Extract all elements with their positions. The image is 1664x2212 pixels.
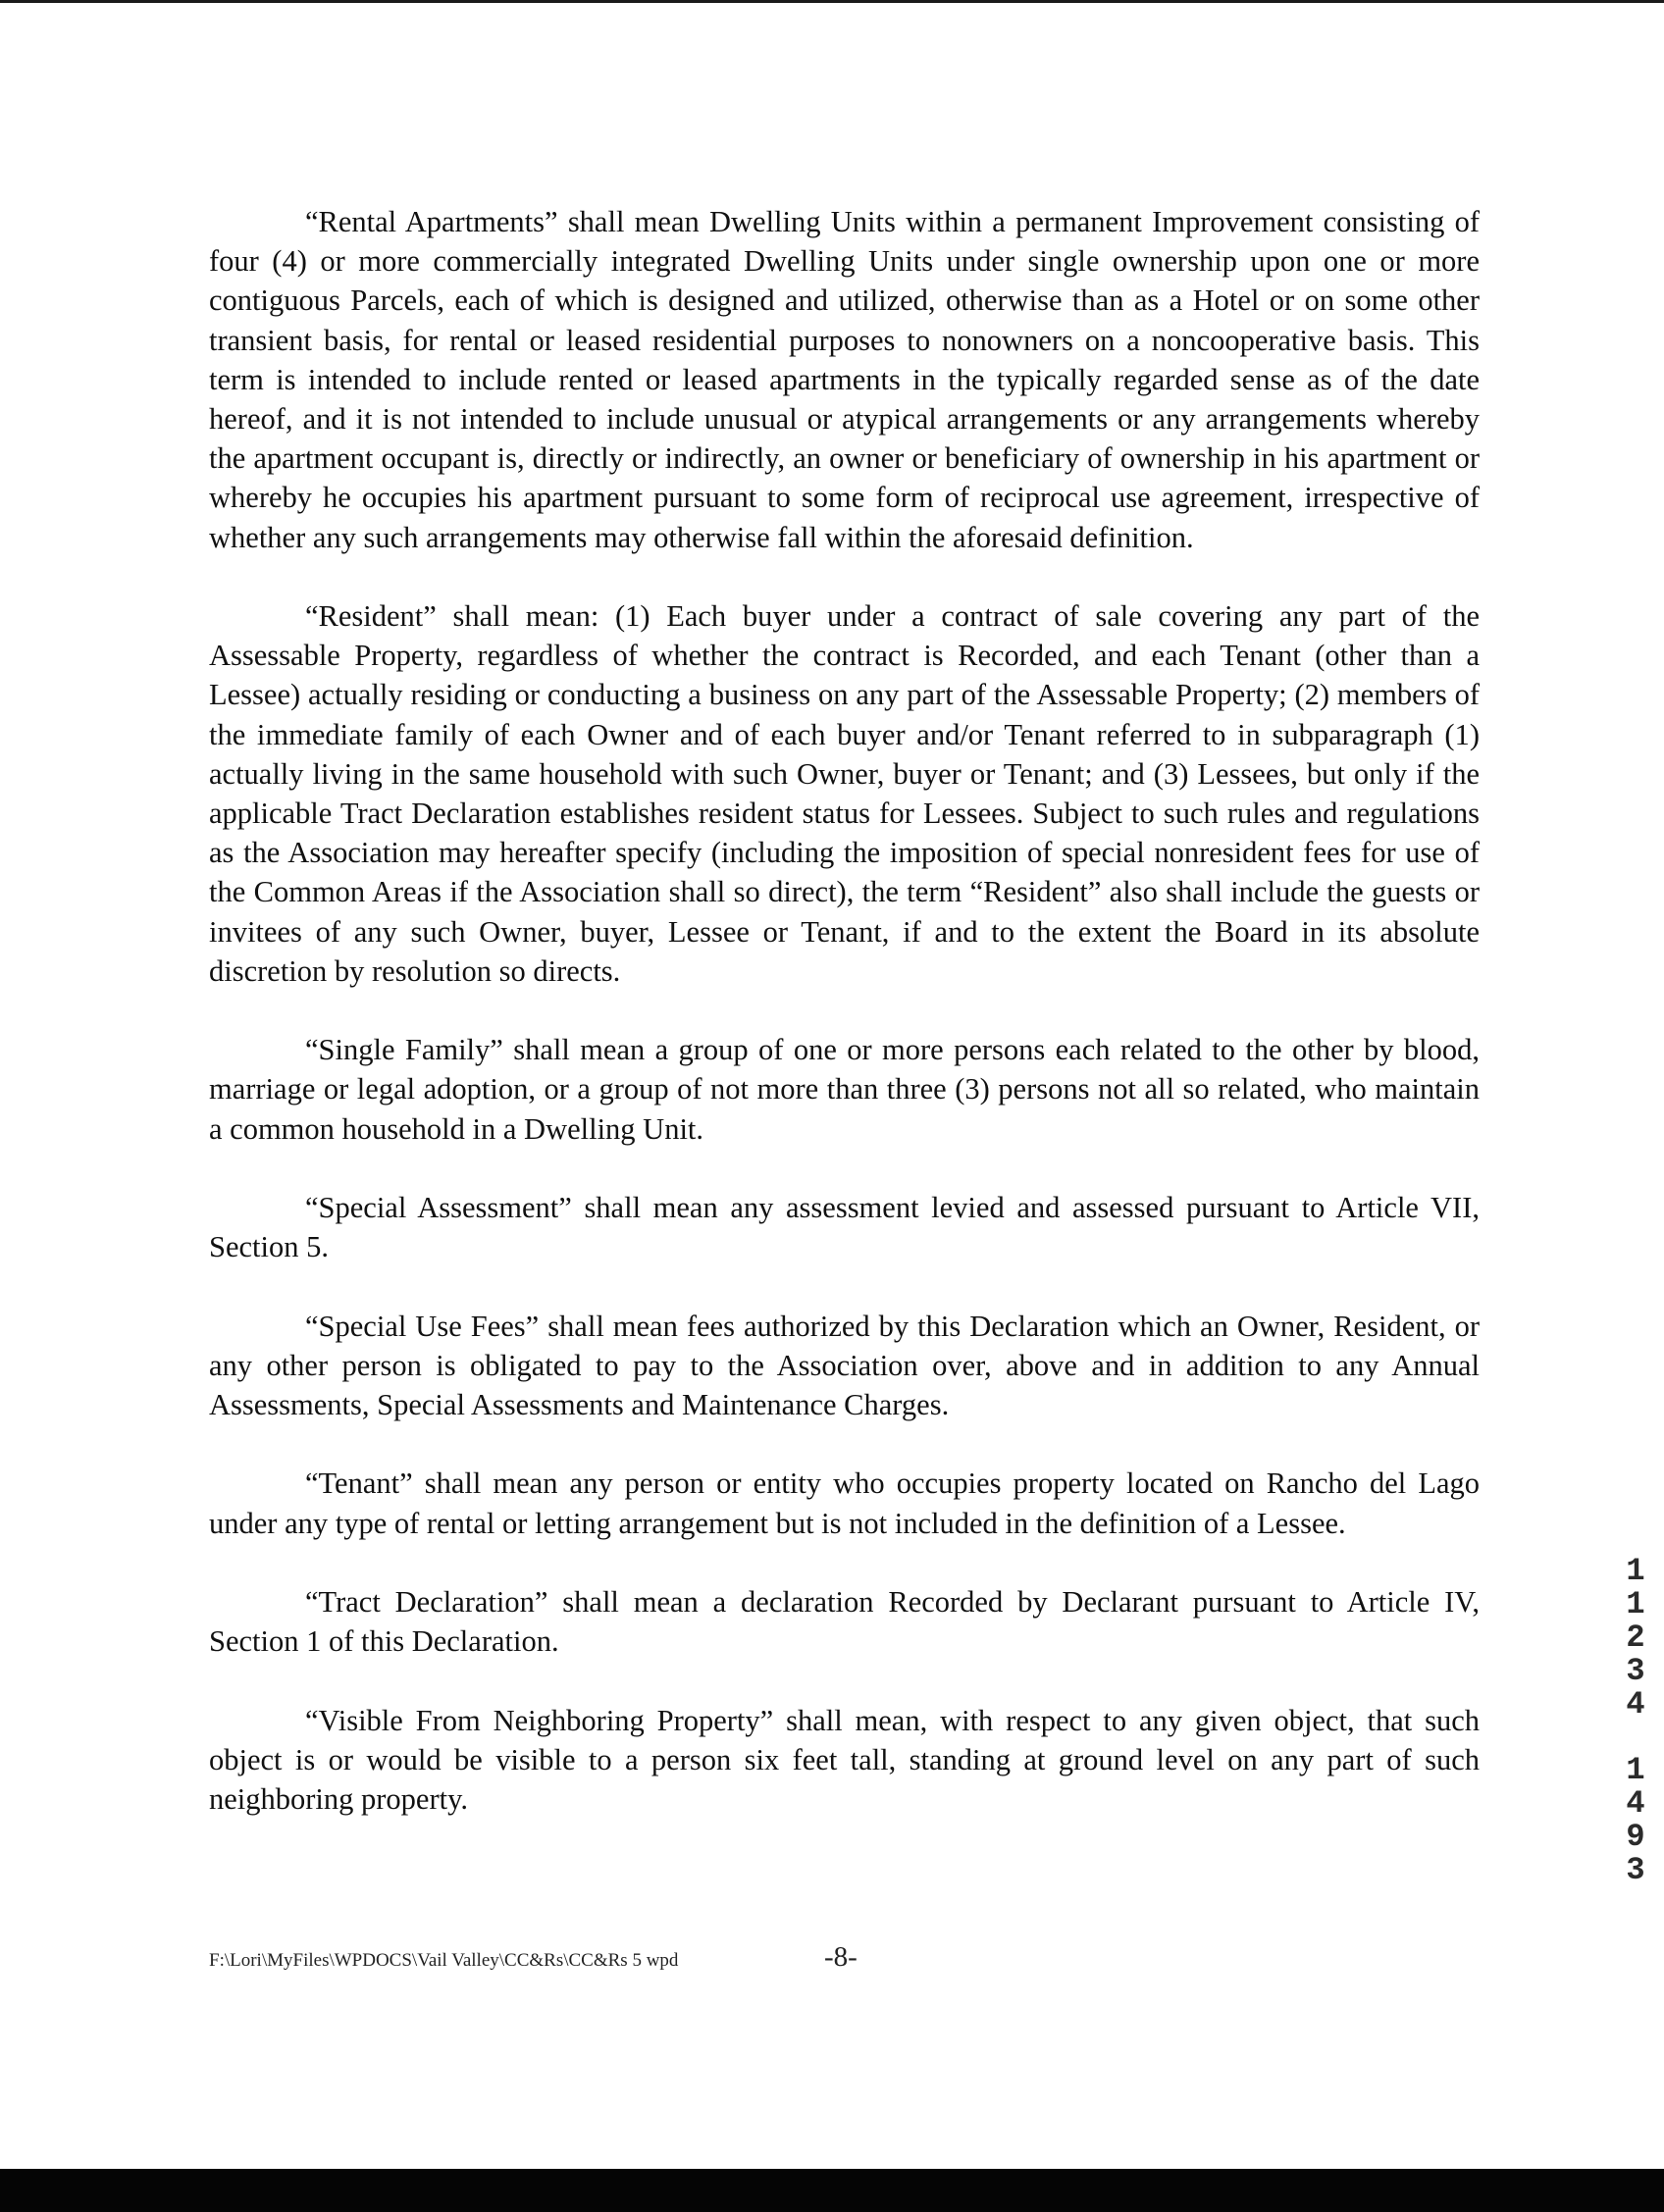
stamp-digit: 1	[1626, 1586, 1645, 1622]
stamp-digit: 4	[1626, 1686, 1645, 1723]
definition-tenant: “Tenant” shall mean any person or entity who occupies property located on Rancho del Lago under any type of rental or letting arrangement but is not included in the definition of a Lessee.	[209, 1466, 1480, 1540]
definition-special-assessment: “Special Assessment” shall mean any assessment levied and assessed pursuant to Article VII, Section 5.	[209, 1191, 1480, 1264]
margin-stamp-lower	[1621, 1754, 1650, 1887]
stamp-digit: 3	[1626, 1653, 1645, 1689]
definition-visible-from-neighboring-property: “Visible From Neighboring Property” shall mean, with respect to any given object, that such object is or would be visible to a person six feet tall, standing at ground level on any part of such neighboring property.	[209, 1703, 1480, 1817]
margin-stamp-upper	[1621, 1555, 1650, 1722]
stamp-digit: 2	[1626, 1620, 1645, 1656]
stamp-digit: 1	[1626, 1553, 1645, 1589]
stamp-digit: 9	[1626, 1819, 1645, 1855]
page-number: -8-	[824, 1941, 858, 1973]
definition-special-use-fees: “Special Use Fees” shall mean fees authorized by this Declaration which an Owner, Resident, or any other person is obligated to pay to the Association over, above and in addition to any Annual Assessments, Special Assessments and Maintenance Charges.	[209, 1309, 1480, 1422]
stamp-digit: 4	[1626, 1785, 1645, 1822]
footer-file-path: F:\Lori\MyFiles\WPDOCS\Vail Valley\CC&Rs\CC&Rs 5 wpd	[209, 1950, 679, 1971]
definition-single-family: “Single Family” shall mean a group of one or more persons each related to the other by blood, marriage or legal adoption, or a group of not more than three (3) persons not all so related, who maintain a common household in a Dwelling Unit.	[209, 1033, 1480, 1146]
definition-tract-declaration: “Tract Declaration” shall mean a declaration Recorded by Declarant pursuant to Article IV, Section 1 of this Declaration.	[209, 1585, 1480, 1659]
stamp-digit: 3	[1626, 1852, 1645, 1888]
scan-top-edge	[0, 0, 1664, 3]
scan-bottom-band	[0, 2169, 1664, 2212]
definition-resident: “Resident” shall mean: (1) Each buyer under a contract of sale covering any part of the Assessable Property, regardless of whether the contract is Recorded, and each Tenant (other than a Lessee) actually residing or conducting a business on any part of the Assessable Property; (2) members of the immediate family of each Owner and of each buyer and/or Tenant referred to in subparagraph (1) actually living in the same household with such Owner, buyer or Tenant; and (3) Lessees, but only if the applicable Tract Declaration establishes resident status for Lessees. Subject to such rules and regulations as the Association may hereafter specify (including the imposition of special nonresident fees for use of the Common Areas if the Association shall so direct), the term “Resident” also shall include the guests or invitees of any such Owner, buyer, Lessee or Tenant, if and to the extent the Board in its absolute discretion by resolution so directs.	[209, 599, 1480, 988]
document-body	[209, 202, 1480, 1858]
definition-rental-apartments: “Rental Apartments” shall mean Dwelling Units within a permanent Improvement consisting of four (4) or more commercially integrated Dwelling Units under single ownership upon one or more contiguous Parcels, each of which is designed and utilized, otherwise than as a Hotel or on some other transient basis, for rental or leased residential purposes to nonowners on a noncooperative basis. This term is intended to include rented or leased apartments in the typically regarded sense as of the date hereof, and it is not intended to include unusual or atypical arrangements or any arrangements whereby the apartment occupant is, directly or indirectly, an owner or beneficiary of ownership in his apartment or whereby he occupies his apartment pursuant to some form of reciprocal use agreement, irrespective of whether any such arrangements may otherwise fall within the aforesaid definition.	[209, 205, 1480, 554]
stamp-digit: 1	[1626, 1752, 1645, 1788]
